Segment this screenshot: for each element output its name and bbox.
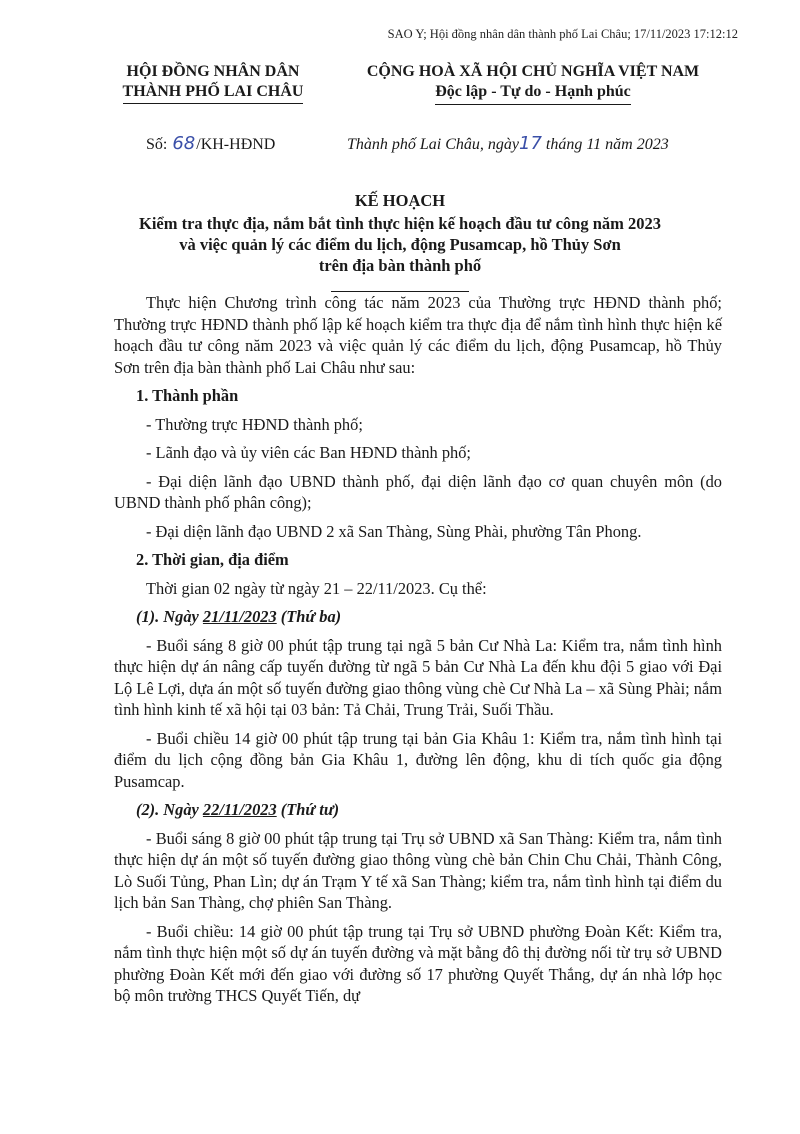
nation-motto: Độc lập - Tự do - Hạnh phúc <box>435 82 631 105</box>
section-1-heading: 1. Thành phần <box>136 386 239 405</box>
org-line-1: HỘI ĐỒNG NHÂN DÂN <box>126 63 300 80</box>
document-kind: KẾ HOẠCH <box>354 191 446 210</box>
date-prefix: Thành phố Lai Châu, ngày <box>347 136 520 153</box>
section-1-item: - Lãnh đạo và ủy viên các Ban HĐND thành phố; <box>146 443 471 462</box>
day-1-weekday: (Thứ ba) <box>276 607 342 626</box>
copy-stamp: SAO Y; Hội đồng nhân dân thành phố Lai Châu; 17/11/2023 17:12:12 <box>387 27 738 41</box>
section-2-heading: 2. Thời gian, địa điểm <box>136 550 289 569</box>
day-1-item: - Buổi chiều 14 giờ 00 phút tập trung tại bản Gia Khâu 1: Kiểm tra, nắm tình hình tại điểm du lịch cộng đồng bản Gia Khâu 1, đường lên động, khu di tích quốc gia động Pusamcap. <box>114 728 722 791</box>
org-line-2: THÀNH PHỐ LAI CHÂU <box>123 82 304 104</box>
section-1-item: - Thường trực HĐND thành phố; <box>146 414 363 434</box>
intro-paragraph: Thực hiện Chương trình công tác năm 2023 của Thường trực HĐND thành phố; Thường trực HĐND thành phố lập kế hoạch kiểm tra thực địa để nắm tình hình thực hiện kế hoạch đầu tư công năm 2023 và việc quản lý các điểm du lịch, động Pusamcap, hồ Thủy Sơn trên địa bàn thành phố Lai Châu như sau: <box>114 293 722 377</box>
day-1-label: (1). Ngày <box>136 607 203 626</box>
doc-number-suffix: /KH-HĐND <box>196 136 276 153</box>
day-1-date: 21/11/2023 <box>202 607 277 626</box>
day-2-date: 22/11/2023 <box>202 800 277 819</box>
day-2-label: (2). Ngày <box>136 800 203 819</box>
document-body <box>114 292 722 1014</box>
document-title <box>90 190 710 297</box>
date-handwritten-day: 17 <box>519 133 542 154</box>
day-2-item: - Buổi chiều: 14 giờ 00 phút tập trung tại Trụ sở UBND phường Đoàn Kết: Kiểm tra, nắm tình thực hiện một số dự án tuyến đường và mặt bằng đô thị đường nối từ trụ sở UBND phường Đoàn Kết mới đến giao với đường số 17 phường Quyết Thắng, dự án nhà lớp học bộ môn trường THCS Quyết Tiến, dự <box>114 921 722 1005</box>
nation-line-1: CỘNG HOÀ XÃ HỘI CHỦ NGHĨA VIỆT NAM <box>366 63 700 80</box>
doc-number-handwritten: 68 <box>172 133 196 154</box>
date-suffix: tháng 11 năm 2023 <box>545 136 669 153</box>
day-2-item: - Buổi sáng 8 giờ 00 phút tập trung tại Trụ sở UBND xã San Thàng: Kiểm tra, nắm tình thực hiện dự án một số tuyến đường giao thông vùng chè bản Chin Chu Chải, Thành Công, Lò Suối Tủng, Phan Lìn; dự án Trạm Y tế xã San Thàng; kiểm tra, nắm tình hình tại điểm du lịch bản San Thàng, chợ phiên San Thàng. <box>114 828 722 912</box>
document-date <box>347 133 727 154</box>
issuing-organization <box>104 62 322 104</box>
title-line-1: Kiểm tra thực địa, nắm bắt tình thực hiện kế hoạch đầu tư công năm 2023 <box>139 214 661 233</box>
title-line-2: và việc quản lý các điểm du lịch, động Pusamcap, hồ Thủy Sơn <box>179 235 621 254</box>
section-2-intro: Thời gian 02 ngày từ ngày 21 – 22/11/2023. Cụ thể: <box>146 578 487 598</box>
document-number <box>146 133 275 154</box>
doc-number-prefix: Số: <box>146 136 168 153</box>
day-1-heading <box>114 606 722 628</box>
day-2-weekday: (Thứ tư) <box>276 800 340 819</box>
section-1-item: - Đại diện lãnh đạo UBND 2 xã San Thàng, Sùng Phài, phường Tân Phong. <box>146 521 642 541</box>
day-1-item: - Buổi sáng 8 giờ 00 phút tập trung tại ngã 5 bản Cư Nhà La: Kiểm tra, nắm tình hình thực hiện dự án nâng cấp tuyến đường từ ngã 5 bản Cư Nhà La đến khu đội 5 giao với Đại Lộ Lê Lợi, dựa án một số tuyến đường giao thông vùng chè Cư Nhà La – xã Sùng Phài; nắm tình hình kinh tế xã hội tại 03 bản: Tả Chải, Trung Trải, Suối Thầu. <box>114 635 722 719</box>
national-header <box>333 62 733 105</box>
day-2-heading <box>114 799 722 821</box>
section-1-item: - Đại diện lãnh đạo UBND thành phố, đại diện lãnh đạo cơ quan chuyên môn (do UBND thành phố phân công); <box>114 471 722 512</box>
title-line-3: trên địa bàn thành phố <box>318 256 482 275</box>
